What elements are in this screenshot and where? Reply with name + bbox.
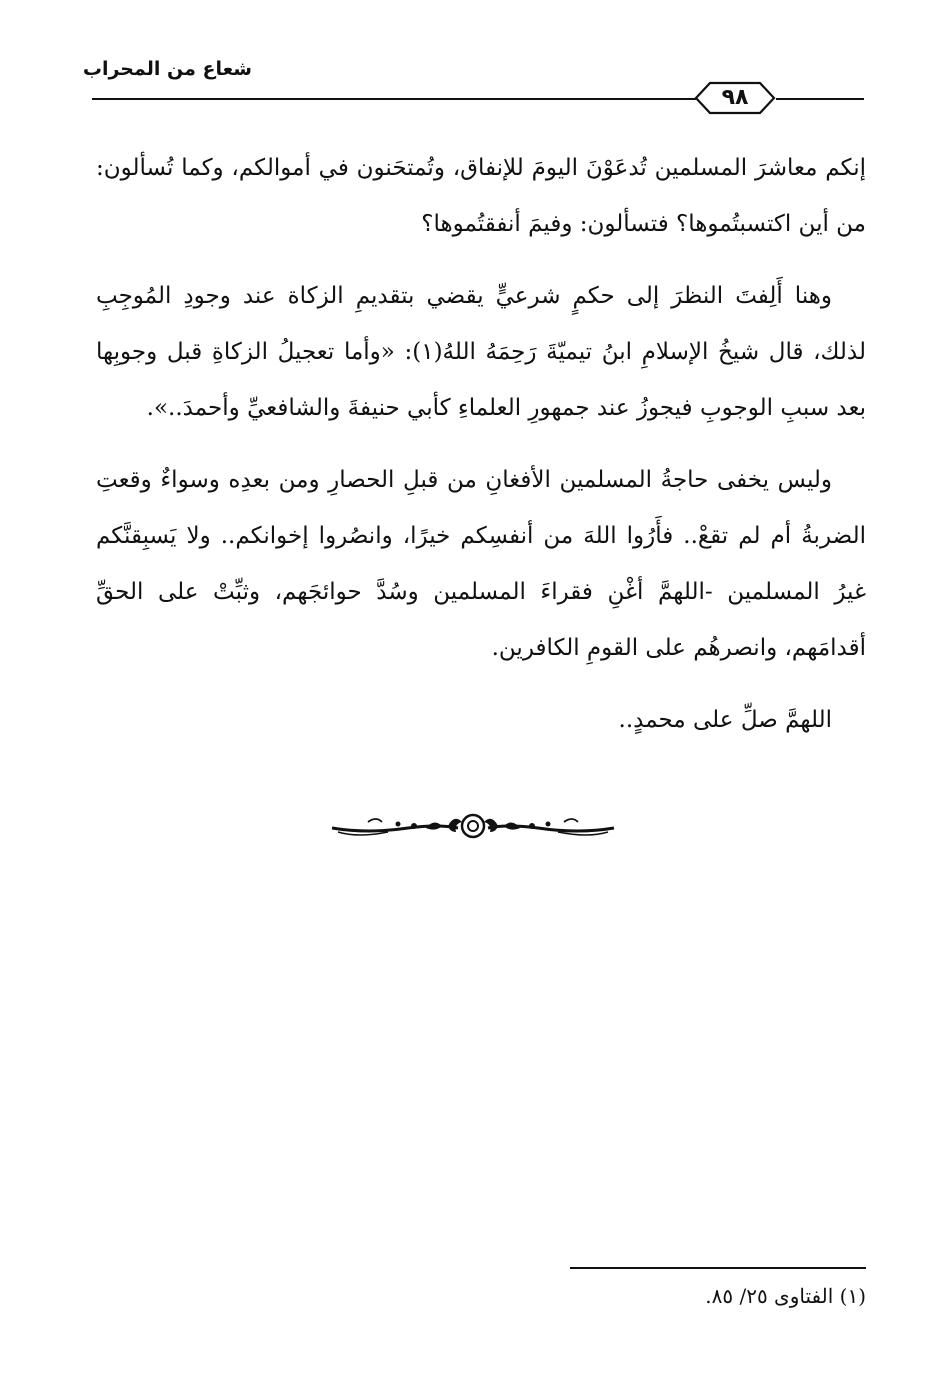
- body-text: [96, 140, 866, 748]
- floral-divider-ornament-icon: [328, 808, 618, 844]
- page-number: ٩٨: [721, 85, 749, 110]
- footnote-rule: [570, 1267, 866, 1269]
- paragraph: وهنا أَلِفتَ النظرَ إلى حكمٍ شرعيٍّ يقضي بتقديمِ الزكاة عند وجودِ المُوجِبِ لذلك، قال شيخُ الإسلامِ ابنُ تيميّةَ رَحِمَهُ اللهُ(١): «وأما تعجيلُ الزكاةِ قبل وجوبِها بعد سببِ الوجوبِ فيجوزُ عند جمهورِ العلماءِ كأبي حنيفةَ والشافعيِّ وأحمدَ..».: [96, 283, 866, 421]
- running-title: شعاع من المحراب: [82, 58, 252, 80]
- header-rule: [92, 98, 696, 100]
- paragraph: اللهمَّ صلِّ على محمدٍ..: [618, 707, 832, 733]
- header-rule: [776, 98, 864, 100]
- page-number-badge: [694, 81, 776, 115]
- footnote: (١) الفتاوى ٢٥/ ٨٥.: [705, 1284, 866, 1308]
- paragraph: إنكم معاشرَ المسلمين تُدعَوْنَ اليومَ للإنفاق، وتُمتحَنون في أموالكم، وكما تُسألون: من أين اكتسبتُموها؟ فتسألون: وفيمَ أنفقتُموها؟: [96, 155, 866, 237]
- paragraph: وليس يخفى حاجةُ المسلمين الأفغانِ من قبلِ الحصارِ ومن بعدِه وسواءٌ وقعتِ الضربةُ أم لم تقعْ.. فأَرُوا اللهَ من أنفسِكم خيرًا، وانصُروا إخوانكم.. ولا يَسبِقنَّكم غيرُ المسلمين -اللهمَّ أغْنِ فقراءَ المسلمين وسُدَّ حوائجَهم، وثبِّتْ على الحقِّ أقدامَهم، وانصرهُم على القومِ الكافرين.: [96, 467, 866, 661]
